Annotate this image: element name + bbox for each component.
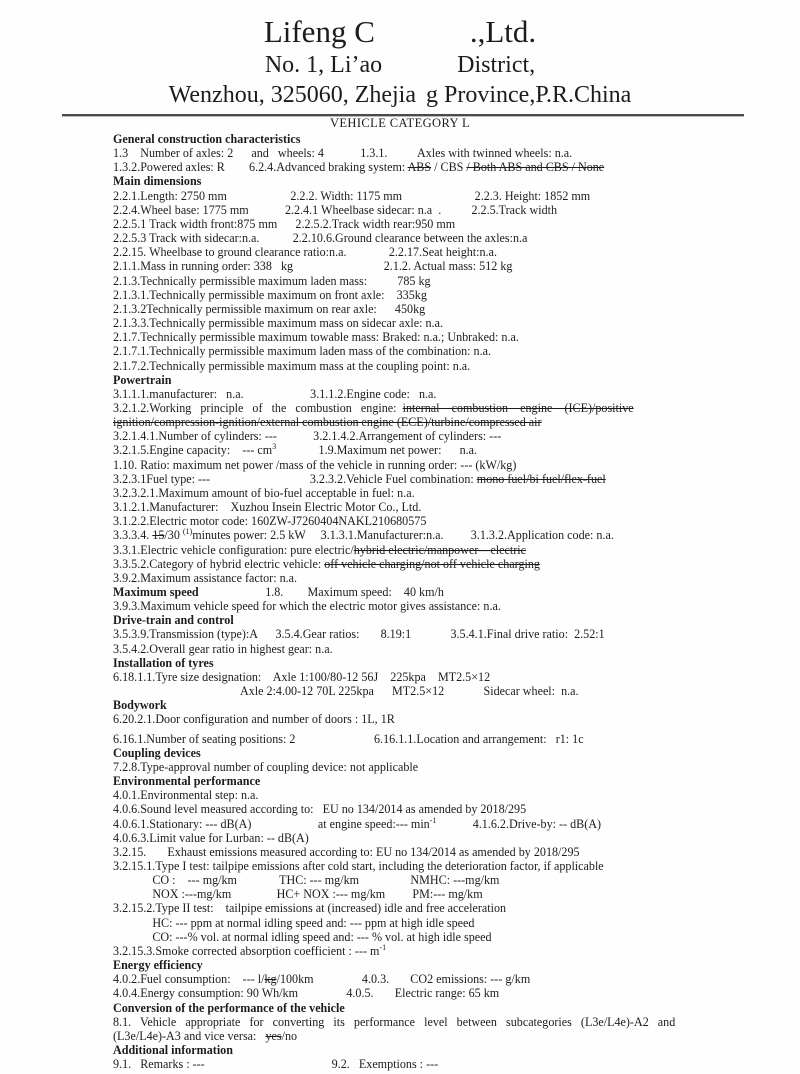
doc-text: 3.2.15.3.Smoke corrected absorption coefficient : --- m: [113, 943, 380, 958]
doc-text: HC: --- ppm at normal idling speed and: --- ppm at high idle speed: [113, 915, 475, 930]
doc-text: 3.2.1.4.1.Number of cylinders: --- 3.2.1.4.2.Arrangement of cylinders: ---: [113, 429, 502, 444]
doc-line: [113, 174, 705, 188]
doc-text: 2.1.1.Mass in running order: 338 kg 2.1.2. Actual mass: 512 kg: [113, 259, 513, 274]
doc-line: [113, 429, 705, 443]
doc-text: 3.5.3.9.Transmission (type):A 3.5.4.Gear ratios: 8.19:1 3.5.4.1.Final drive ratio: 2.52:1: [113, 627, 605, 642]
doc-text: 7.2.8.Type-approval number of coupling device: not applicable: [113, 759, 419, 774]
doc-text: CO : --- mg/km THC: --- mg/km NMHC: ---mg/km: [113, 873, 500, 888]
doc-line: [113, 245, 705, 259]
struck-text: kg: [264, 972, 277, 987]
doc-text: 4.1.6.2.Drive-by: -- dB(A): [436, 816, 601, 831]
doc-line: [113, 732, 705, 746]
doc-text: 3.3.5.2.Category of hybrid electric vehicle:: [113, 556, 325, 571]
doc-line: [113, 316, 705, 330]
doc-line: [113, 543, 705, 557]
section-heading-text: Drive-train and control: [113, 613, 234, 628]
doc-line: [113, 613, 705, 627]
doc-line: [113, 1015, 705, 1029]
section-heading-text: Environmental performance: [113, 774, 261, 789]
doc-text: 9.1. Remarks : --- 9.2. Exemptions : ---: [113, 1057, 439, 1072]
doc-line: [113, 845, 705, 859]
doc-text: 2.2.5.3 Track with sidecar:n.a. 2.2.10.6.Ground clearance between the axles:n.a: [113, 231, 528, 246]
doc-line: [113, 373, 705, 387]
doc-line: [113, 288, 705, 302]
doc-text: 4.0.6.3.Limit value for Lurban: -- dB(A): [113, 830, 309, 845]
address1-left: No. 1, Li’ao: [264, 52, 383, 78]
doc-line: [113, 557, 705, 571]
address-line-2: [0, 80, 800, 110]
doc-line: [113, 528, 705, 542]
doc-text: 1.8. Maximum speed: 40 km/h: [198, 585, 444, 599]
doc-text: 3.1.1.1.manufacturer: n.a. 3.1.1.2.Engine code: n.a.: [113, 386, 437, 401]
doc-text: 2.1.7.2.Technically permissible maximum mass at the coupling point: n.a.: [113, 358, 471, 373]
doc-text: 2.2.5.1 Track width front:875 mm 2.2.5.2.Track width rear:950 mm: [113, 216, 456, 231]
doc-text: 2.2.1.Length: 2750 mm 2.2.2. Width: 1175 mm 2.2.3. Height: 1852 mm: [113, 188, 591, 203]
doc-text: 4.0.2.Fuel consumption: --- l/: [113, 972, 265, 987]
doc-text: 4.0.1.Environmental step: n.a.: [113, 788, 259, 803]
doc-line: [113, 817, 705, 831]
doc-text: CO: ---% vol. at normal idling speed and: --- % vol. at high idle speed: [113, 929, 492, 944]
doc-text: 1.3.2.Powered axles: R 6.2.4.Advanced braking system:: [113, 160, 408, 175]
doc-text: 4.0.6.Sound level measured according to: EU no 134/2014 as amended by 2018/295: [113, 802, 527, 817]
struck-text: hybrid electric/manpower—electric: [353, 542, 527, 557]
section-heading-text: Energy efficiency: [113, 958, 203, 973]
doc-text: 3.3.1.Electric vehicle configuration: pure electric/: [113, 542, 354, 557]
doc-line: [113, 146, 705, 160]
doc-line: [113, 189, 705, 203]
doc-line: [113, 160, 705, 174]
doc-line: [113, 585, 705, 599]
doc-text: 3.2.1.2.Working principle of the combustion engine:: [113, 400, 403, 415]
doc-line: [113, 330, 705, 344]
doc-line: [113, 472, 705, 486]
doc-line: [113, 344, 705, 358]
doc-text: 2.1.7.Technically permissible maximum towable mass: Braked: n.a.; Unbraked: n.a.: [113, 330, 519, 345]
struck-text: yes: [265, 1028, 282, 1043]
doc-line: [113, 203, 705, 217]
doc-text: minutes power: 2.5 kW 3.1.3.1.Manufacturer:n.a. 3.1.3.2.Application code: n.a.: [192, 528, 614, 543]
company-name-line: [0, 14, 800, 50]
doc-text: 2.1.7.1.Technically permissible maximum laden mass of the combination: n.a.: [113, 344, 492, 359]
doc-text: Axle 2:4.00-12 70L 225kpa MT2.5×12 Sidecar wheel: n.a.: [113, 684, 579, 699]
doc-text: 3: [272, 442, 277, 452]
doc-line: [113, 642, 705, 656]
doc-line: [113, 401, 705, 415]
doc-text: 3.9.2.Maximum assistance factor: n.a.: [113, 570, 298, 585]
doc-text: 6.18.1.1.Tyre size designation: Axle 1:100/80-12 56J 225kpa MT2.5×12: [113, 669, 491, 684]
doc-text: 3.5.4.2.Overall gear ratio in highest gear: n.a.: [113, 641, 333, 656]
doc-text: 2.1.3.1.Technically permissible maximum on front axle: 335kg: [113, 287, 427, 302]
doc-text: 8.1. Vehicle appropriate for converting its performance level between subcategories (L3e/L4e)-A2 and: [113, 1014, 676, 1029]
doc-line: [113, 359, 705, 373]
vehicle-category-title: VEHICLE CATEGORY L: [329, 116, 471, 130]
doc-text: 2.1.3.Technically permissible maximum laden mass: 785 kg: [113, 273, 431, 288]
doc-line: [113, 831, 705, 845]
doc-line: [113, 1043, 705, 1057]
doc-text: 3.2.1.5.Engine capacity: --- cm: [113, 443, 273, 458]
doc-line: [113, 774, 705, 788]
address2-right: g Province,P.R.China: [426, 82, 632, 108]
doc-line: [113, 972, 705, 986]
doc-text: 3.2.3.1Fuel type: --- 3.2.3.2.Vehicle Fuel combination:: [113, 471, 477, 486]
doc-text: 3.2.3.2.1.Maximum amount of bio-fuel acceptable in fuel: n.a.: [113, 485, 415, 500]
letterhead: [0, 0, 800, 110]
doc-line: [113, 1001, 705, 1015]
doc-line: [113, 873, 705, 887]
section-heading-text: Coupling devices: [113, 745, 201, 760]
doc-line: [113, 599, 705, 613]
doc-line: [113, 415, 705, 429]
doc-line: [113, 500, 705, 514]
doc-text: 1.3 Number of axles: 2 and wheels: 4 1.3.1. Axles with twinned wheels: n.a.: [113, 146, 573, 161]
struck-text: ignition/compression-ignition/external combustion engine (ECE)/turbine/compressed air: [113, 415, 542, 430]
company-name-left: Lifeng C: [263, 14, 375, 49]
doc-line: [113, 859, 705, 873]
doc-line: [113, 712, 705, 726]
doc-line: [113, 788, 705, 802]
doc-text: 6.20.2.1.Door configuration and number of doors : 1L, 1R: [113, 712, 395, 727]
doc-line: [113, 571, 705, 585]
doc-line: [113, 217, 705, 231]
doc-line: [113, 486, 705, 500]
doc-text: 1.9.Maximum net power: n.a.: [276, 443, 478, 458]
doc-line: [113, 746, 705, 760]
doc-line: [113, 302, 705, 316]
doc-text: 2.1.3.2Technically permissible maximum on rear axle: 450kg: [113, 301, 426, 316]
doc-text: 3.1.2.1.Manufacturer: Xuzhou Insein Electric Motor Co., Ltd.: [113, 500, 422, 515]
section-heading-text: General construction characteristics: [113, 132, 301, 146]
doc-text: 2.2.15. Wheelbase to ground clearance ratio:n.a. 2.2.17.Seat height:n.a.: [113, 245, 497, 260]
section-heading-text: Additional information: [113, 1043, 233, 1057]
doc-text: -1: [429, 815, 437, 825]
section-heading-text: Installation of tyres: [113, 655, 214, 670]
doc-text: 1.10. Ratio: maximum net power /mass of the vehicle in running order: --- (kW/kg): [113, 457, 517, 472]
doc-text: 4.0.4.Energy consumption: 90 Wh/km 4.0.5. Electric range: 65 km: [113, 986, 500, 1001]
section-heading-text: Main dimensions: [113, 174, 202, 189]
doc-line: [113, 698, 705, 712]
doc-text: 2.1.3.3.Technically permissible maximum mass on sidecar axle: n.a.: [113, 316, 443, 331]
struck-text: 15: [152, 528, 165, 543]
doc-text: (L3e/L4e)-A3 and vice versa:: [113, 1028, 266, 1043]
section-heading-text: Conversion of the performance of the vehicle: [113, 1000, 345, 1015]
doc-line: [113, 986, 705, 1000]
doc-line: [113, 901, 705, 915]
struck-text: mono fuel/bi fuel/flex-fuel: [476, 471, 606, 486]
doc-line: [113, 1057, 705, 1071]
doc-line: [113, 670, 705, 684]
doc-text: 4.0.6.1.Stationary: --- dB(A) at engine speed:--- min: [113, 816, 430, 831]
doc-line: [113, 684, 705, 698]
doc-text: (1): [182, 527, 193, 537]
document-body: [113, 132, 705, 1071]
section-heading-text: Bodywork: [113, 698, 167, 713]
header-divider: [62, 114, 744, 116]
doc-text: 6.16.1.Number of seating positions: 2 6.16.1.1.Location and arrangement: r1: 1c: [113, 731, 584, 746]
doc-text: NOX :---mg/km HC+ NOX :--- mg/km PM:--- mg/km: [113, 887, 483, 902]
doc-text: / CBS: [431, 160, 467, 175]
address2-left: Wenzhou, 325060, Zhejia: [168, 82, 416, 108]
doc-line: [113, 132, 705, 146]
doc-line: [113, 443, 705, 457]
doc-line: [113, 656, 705, 670]
struck-text: internal combustion engine (ICE)/positive: [402, 400, 634, 415]
doc-line: [113, 387, 705, 401]
doc-line: [113, 458, 705, 472]
doc-line: [113, 958, 705, 972]
doc-line: [113, 627, 705, 641]
doc-text: /30: [164, 528, 183, 543]
doc-text: 3.2.15.2.Type II test: tailpipe emissions at (increased) idle and free acceleration: [113, 901, 507, 916]
doc-line: [113, 887, 705, 901]
doc-text: 3.2.15.1.Type I test: tailpipe emissions after cold start, including the deterioration factor, if applicable: [113, 858, 604, 873]
doc-text: 2.2.4.Wheel base: 1775 mm 2.2.4.1 Wheelbase sidecar: n.a . 2.2.5.Track width: [113, 202, 558, 217]
doc-text: 3.1.2.2.Electric motor code: 160ZW-J7260404NAKL210680575: [113, 514, 427, 529]
doc-line: [113, 916, 705, 930]
doc-text: 3.3.3.4.: [113, 528, 153, 543]
doc-text: /100km 4.0.3. CO2 emissions: --- g/km: [276, 972, 531, 987]
doc-text: 3.9.3.Maximum vehicle speed for which the electric motor gives assistance: n.a.: [113, 599, 501, 614]
address-line-1: [0, 50, 800, 80]
doc-line: [113, 514, 705, 528]
company-name-right: .,Ltd.: [469, 14, 537, 49]
doc-text: /no: [281, 1028, 298, 1043]
doc-line: [113, 259, 705, 273]
doc-line: [113, 944, 705, 958]
doc-text: -1: [379, 942, 387, 952]
struck-text: / Both ABS and CBS / None: [466, 160, 605, 175]
struck-text: ABS: [407, 160, 432, 175]
doc-text: 3.2.15. Exhaust emissions measured according to: EU no 134/2014 as amended by 2018/295: [113, 844, 580, 859]
doc-line: [113, 1029, 705, 1043]
address1-right: District,: [457, 52, 536, 78]
section-heading-text: Powertrain: [113, 372, 172, 387]
doc-line: [113, 930, 705, 944]
doc-line: [113, 760, 705, 774]
struck-text: off vehicle charging/not off vehicle charging: [324, 556, 540, 571]
doc-line: [113, 274, 705, 288]
doc-line: [113, 802, 705, 816]
doc-line: [113, 231, 705, 245]
section-heading-text: Maximum speed: [113, 585, 199, 599]
